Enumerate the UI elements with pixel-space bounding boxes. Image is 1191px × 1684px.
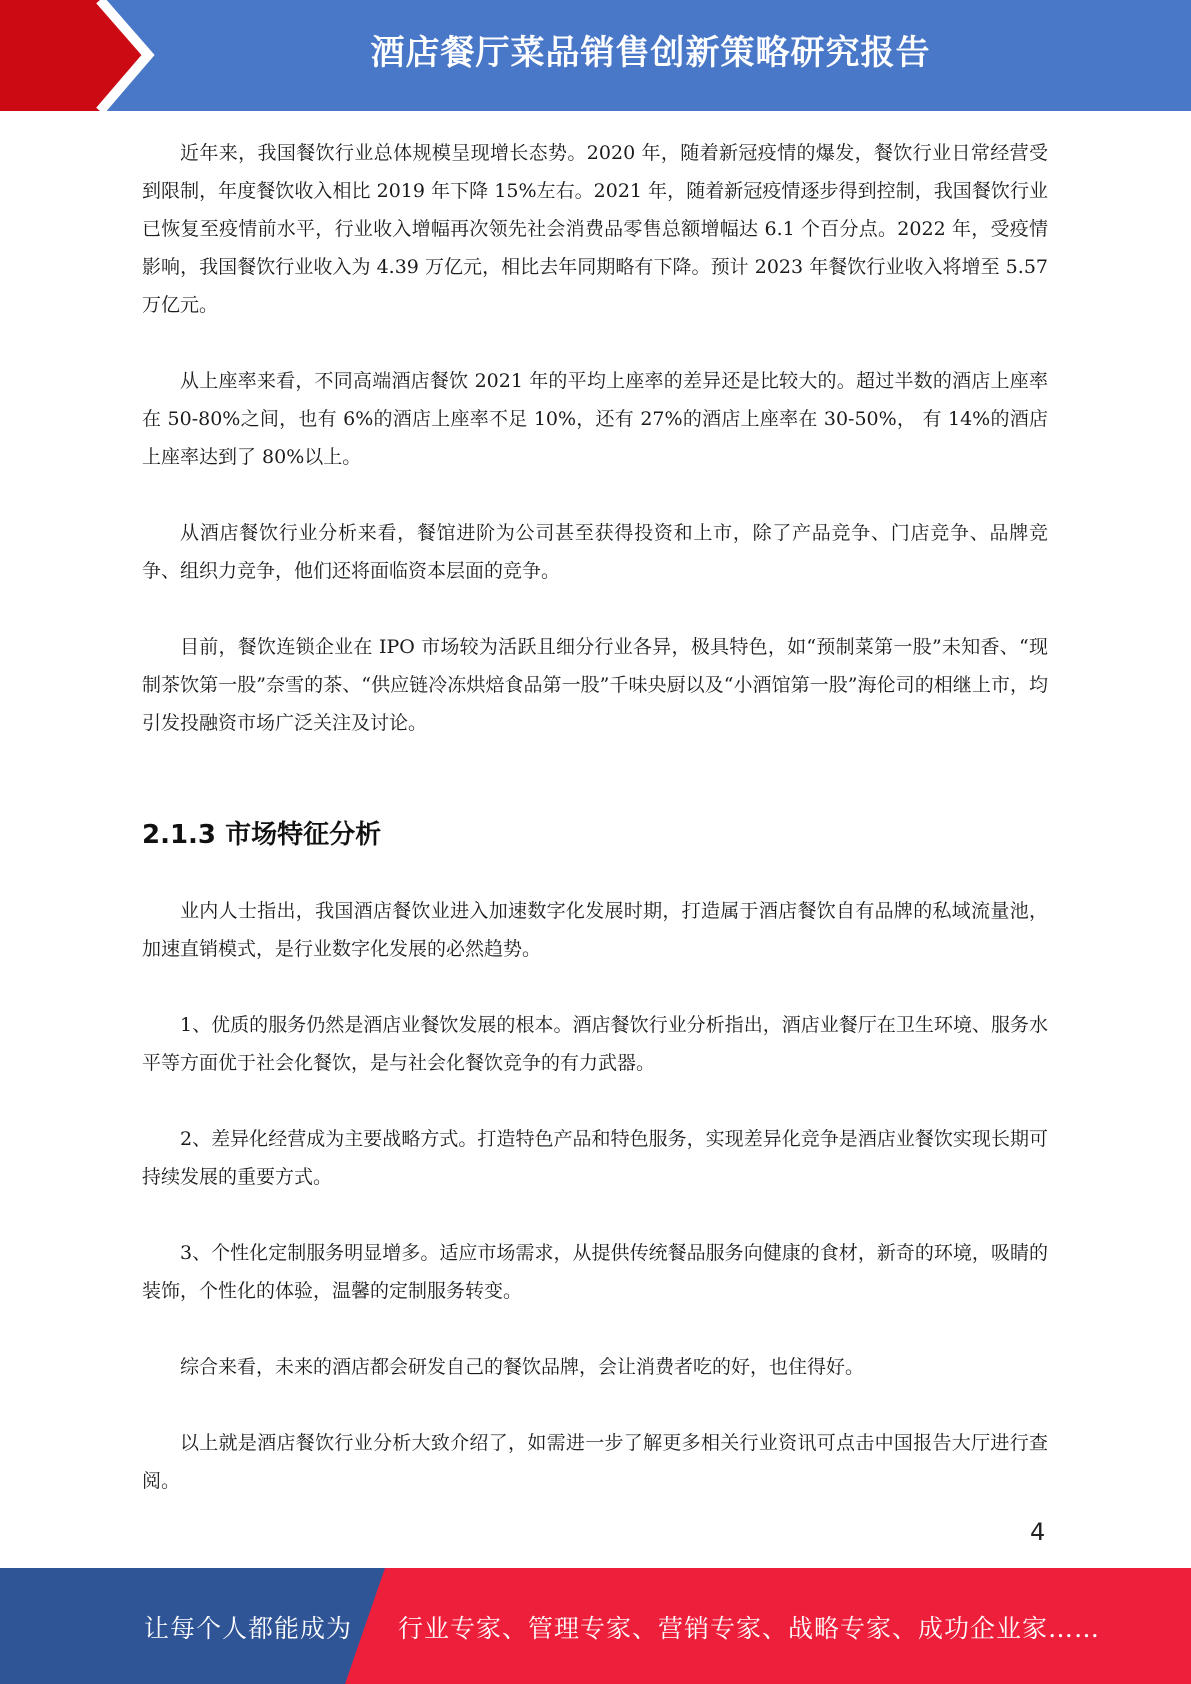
paragraph: 以上就是酒店餐饮行业分析大致介绍了，如需进一步了解更多相关行业资讯可点击中国报告大厅进行查阅。 [142,1432,1048,1492]
footer-banner [0,1568,1191,1684]
paragraph: 综合来看，未来的酒店都会研发自己的餐饮品牌，会让消费者吃的好，也住得好。 [180,1356,865,1378]
section-heading: 2.1.3 市场特征分析 [142,820,382,850]
footer-slogan-right: 行业专家、管理专家、营销专家、战略专家、成功企业家…… [398,1614,1101,1643]
page-number: 4 [1030,1518,1046,1546]
chevron-arrow-icon [0,0,160,111]
header-banner [0,0,1191,111]
report-title: 酒店餐厅菜品销售创新策略研究报告 [370,33,931,73]
paragraph: 从上座率来看，不同高端酒店餐饮 2021 年的平均上座率的差异还是比较大的。超过半数的酒店上座率在 50-80%之间，也有 6%的酒店上座率不足 10%，还有 27%的酒店上座率在 30-50%， 有 14%的酒店上座率达到了 80%以上。 [142,370,1048,468]
paragraph: 2、差异化经营成为主要战略方式。打造特色产品和特色服务，实现差异化竞争是酒店业餐饮实现长期可持续发展的重要方式。 [142,1128,1048,1188]
paragraph: 从酒店餐饮行业分析来看，餐馆进阶为公司甚至获得投资和上市，除了产品竞争、门店竞争、品牌竞争、组织力竞争，他们还将面临资本层面的竞争。 [142,522,1048,582]
paragraph: 1、优质的服务仍然是酒店业餐饮发展的根本。酒店餐饮行业分析指出，酒店业餐厅在卫生环境、服务水平等方面优于社会化餐饮，是与社会化餐饮竞争的有力武器。 [142,1014,1048,1074]
paragraph: 业内人士指出，我国酒店餐饮业进入加速数字化发展时期，打造属于酒店餐饮自有品牌的私域流量池，加速直销模式，是行业数字化发展的必然趋势。 [142,900,1048,960]
paragraph: 目前，餐饮连锁企业在 IPO 市场较为活跃且细分行业各异，极具特色，如“预制菜第一股”未知香、“现制茶饮第一股”奈雪的茶、“供应链冷冻烘焙食品第一股”千味央厨以及“小酒馆第一股”海伦司的相继上市，均引发投融资市场广泛关注及讨论。 [142,636,1048,734]
document-body [142,134,1048,1500]
footer-slogan-left: 让每个人都能成为 [144,1614,353,1643]
paragraph: 近年来，我国餐饮行业总体规模呈现增长态势。2020 年，随着新冠疫情的爆发，餐饮行业日常经营受到限制，年度餐饮收入相比 2019 年下降 15%左右。2021 年，随着新冠疫情逐步得到控制，我国餐饮行业已恢复至疫情前水平，行业收入增幅再次领先社会消费品零售总额增幅达 6.1 个百分点。2022 年，受疫情影响，我国餐饮行业收入为 4.39 万亿元，相比去年同期略有下降。预计 2023 年餐饮行业收入将增至 5.57 万亿元。 [142,142,1048,316]
paragraph: 3、个性化定制服务明显增多。适应市场需求，从提供传统餐品服务向健康的食材，新奇的环境，吸睛的装饰，个性化的体验，温馨的定制服务转变。 [142,1242,1048,1302]
